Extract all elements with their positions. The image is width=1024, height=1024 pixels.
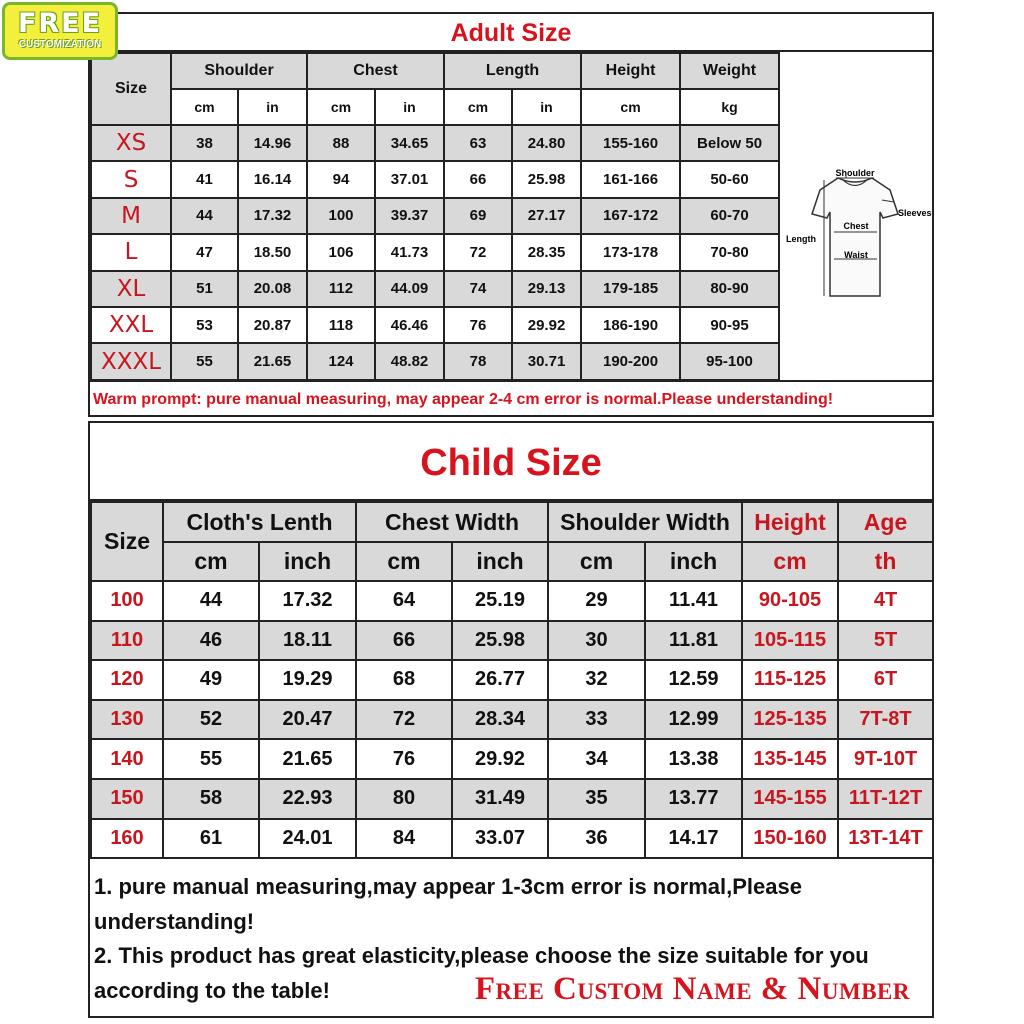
adult-cell: 60-70 (680, 198, 779, 234)
child-unit-row (91, 542, 933, 581)
adult-cell: 25.98 (512, 161, 581, 197)
adult-cell: 41 (171, 161, 238, 197)
free-custom-promo: Free Custom Name & Number (474, 971, 910, 1007)
child-header-row (91, 502, 933, 542)
child-row (91, 581, 933, 621)
adult-row (91, 343, 779, 379)
child-header-chest: Chest Width (356, 502, 548, 542)
adult-header-chest: Chest (307, 53, 444, 89)
adult-row (91, 198, 779, 234)
adult-cell: 190-200 (581, 343, 680, 379)
adult-cell: 95-100 (680, 343, 779, 379)
adult-header-shoulder: Shoulder (171, 53, 307, 89)
child-cell: 5T (838, 621, 933, 661)
child-cell: 28.34 (452, 700, 548, 740)
child-cell: 49 (163, 660, 259, 700)
child-cell: 34 (548, 739, 645, 779)
child-header-height: Height (742, 502, 838, 542)
adult-row (91, 307, 779, 343)
child-cell: 24.01 (259, 819, 356, 859)
child-cell: 145-155 (742, 779, 838, 819)
adult-cell: 28.35 (512, 234, 581, 270)
child-cell: 150-160 (742, 819, 838, 859)
child-cell: 29.92 (452, 739, 548, 779)
adult-cell: 173-178 (581, 234, 680, 270)
adult-cell: 24.80 (512, 125, 581, 161)
child-unit: inch (259, 542, 356, 581)
adult-cell: 38 (171, 125, 238, 161)
adult-cell: 47 (171, 234, 238, 270)
child-cell: 80 (356, 779, 452, 819)
adult-size-cell: XXL (91, 307, 171, 343)
child-cell: 68 (356, 660, 452, 700)
child-cell: 13T-14T (838, 819, 933, 859)
adult-header-weight: Weight (680, 53, 779, 89)
child-header-age: Age (838, 502, 933, 542)
child-cell: 58 (163, 779, 259, 819)
free-customization-badge (2, 2, 118, 60)
adult-size-chart (88, 12, 934, 417)
child-cell: 11T-12T (838, 779, 933, 819)
adult-unit: cm (171, 89, 238, 125)
adult-warm-prompt: Warm prompt: pure manual measuring, may appear 2-4 cm error is normal.Please understanding! (90, 380, 932, 415)
child-cell: 11.41 (645, 581, 742, 621)
adult-cell: 41.73 (375, 234, 444, 270)
adult-cell: 39.37 (375, 198, 444, 234)
adult-cell: 20.08 (238, 271, 307, 307)
child-cell: 84 (356, 819, 452, 859)
diagram-label-length: Length (786, 234, 816, 244)
child-size-cell: 100 (91, 581, 163, 621)
adult-unit: cm (581, 89, 680, 125)
child-cell: 30 (548, 621, 645, 661)
child-unit: inch (452, 542, 548, 581)
adult-cell: 48.82 (375, 343, 444, 379)
diagram-label-chest: Chest (843, 221, 869, 231)
child-size-cell: 120 (91, 660, 163, 700)
adult-cell: 50-60 (680, 161, 779, 197)
adult-size-table (90, 52, 780, 381)
child-cell: 26.77 (452, 660, 548, 700)
adult-header-height: Height (581, 53, 680, 89)
child-cell: 90-105 (742, 581, 838, 621)
child-unit: cm (548, 542, 645, 581)
child-size-cell: 110 (91, 621, 163, 661)
adult-row (91, 271, 779, 307)
adult-cell: 94 (307, 161, 375, 197)
child-cell: 135-145 (742, 739, 838, 779)
badge-big-text: FREE (17, 8, 103, 39)
adult-size-cell: XL (91, 271, 171, 307)
adult-cell: 18.50 (238, 234, 307, 270)
adult-cell: 124 (307, 343, 375, 379)
child-unit: inch (645, 542, 742, 581)
child-cell: 25.19 (452, 581, 548, 621)
adult-unit: kg (680, 89, 779, 125)
child-cell: 32 (548, 660, 645, 700)
adult-cell: 179-185 (581, 271, 680, 307)
child-size-cell: 130 (91, 700, 163, 740)
diagram-label-sleeves: Sleeves (898, 208, 932, 218)
adult-cell: 88 (307, 125, 375, 161)
adult-cell: 17.32 (238, 198, 307, 234)
adult-size-cell: M (91, 198, 171, 234)
adult-cell: 69 (444, 198, 512, 234)
adult-cell: 37.01 (375, 161, 444, 197)
child-size-title: Child Size (90, 423, 932, 501)
adult-cell: 70-80 (680, 234, 779, 270)
child-cell: 125-135 (742, 700, 838, 740)
adult-cell: 16.14 (238, 161, 307, 197)
child-row (91, 700, 933, 740)
child-cell: 13.38 (645, 739, 742, 779)
child-cell: 11.81 (645, 621, 742, 661)
adult-size-cell: L (91, 234, 171, 270)
adult-size-header: Size (91, 53, 171, 125)
child-cell: 46 (163, 621, 259, 661)
child-cell: 31.49 (452, 779, 548, 819)
child-cell: 33 (548, 700, 645, 740)
adult-cell: 14.96 (238, 125, 307, 161)
adult-cell: 27.17 (512, 198, 581, 234)
child-row (91, 739, 933, 779)
child-cell: 22.93 (259, 779, 356, 819)
adult-size-cell: S (91, 161, 171, 197)
child-header-shoulder: Shoulder Width (548, 502, 742, 542)
child-cell: 21.65 (259, 739, 356, 779)
adult-cell: 100 (307, 198, 375, 234)
child-row (91, 621, 933, 661)
child-cell: 76 (356, 739, 452, 779)
adult-cell: 29.13 (512, 271, 581, 307)
tshirt-outline-icon (780, 52, 932, 380)
child-size-header: Size (91, 502, 163, 581)
adult-unit: in (375, 89, 444, 125)
adult-size-cell: XS (91, 125, 171, 161)
child-cell: 19.29 (259, 660, 356, 700)
adult-row (91, 161, 779, 197)
child-cell: 20.47 (259, 700, 356, 740)
adult-cell: 112 (307, 271, 375, 307)
adult-cell: 29.92 (512, 307, 581, 343)
diagram-label-shoulder: Shoulder (835, 168, 875, 178)
child-cell: 4T (838, 581, 933, 621)
adult-cell: 161-166 (581, 161, 680, 197)
child-size-table (90, 501, 934, 859)
adult-cell: 155-160 (581, 125, 680, 161)
adult-cell: 80-90 (680, 271, 779, 307)
adult-cell: 72 (444, 234, 512, 270)
adult-cell: 44 (171, 198, 238, 234)
child-cell: 55 (163, 739, 259, 779)
child-cell: 72 (356, 700, 452, 740)
child-unit: th (838, 542, 933, 581)
child-cell: 29 (548, 581, 645, 621)
child-cell: 13.77 (645, 779, 742, 819)
tshirt-measure-diagram (778, 52, 932, 380)
adult-header-row (91, 53, 779, 89)
child-cell: 12.59 (645, 660, 742, 700)
adult-cell: 186-190 (581, 307, 680, 343)
child-cell: 18.11 (259, 621, 356, 661)
adult-cell: 74 (444, 271, 512, 307)
child-unit: cm (163, 542, 259, 581)
adult-cell: 106 (307, 234, 375, 270)
child-cell: 14.17 (645, 819, 742, 859)
adult-unit: in (238, 89, 307, 125)
adult-cell: 167-172 (581, 198, 680, 234)
adult-cell: 78 (444, 343, 512, 379)
adult-row (91, 234, 779, 270)
child-cell: 52 (163, 700, 259, 740)
child-cell: 12.99 (645, 700, 742, 740)
child-unit: cm (742, 542, 838, 581)
adult-cell: 44.09 (375, 271, 444, 307)
child-cell: 44 (163, 581, 259, 621)
adult-cell: 20.87 (238, 307, 307, 343)
child-cell: 9T-10T (838, 739, 933, 779)
adult-cell: 90-95 (680, 307, 779, 343)
diagram-label-waist: Waist (844, 250, 868, 260)
adult-cell: 34.65 (375, 125, 444, 161)
adult-cell: 53 (171, 307, 238, 343)
adult-unit: cm (307, 89, 375, 125)
child-cell: 36 (548, 819, 645, 859)
child-cell: 115-125 (742, 660, 838, 700)
adult-size-title: Adult Size (90, 14, 932, 52)
adult-cell: 46.46 (375, 307, 444, 343)
child-row (91, 779, 933, 819)
adult-cell: 21.65 (238, 343, 307, 379)
child-unit: cm (356, 542, 452, 581)
child-cell: 64 (356, 581, 452, 621)
badge-small-text: CUSTOMIZATION (18, 39, 102, 50)
child-cell: 17.32 (259, 581, 356, 621)
child-cell: 6T (838, 660, 933, 700)
adult-unit: in (512, 89, 581, 125)
child-cell: 25.98 (452, 621, 548, 661)
child-cell: 33.07 (452, 819, 548, 859)
adult-cell: 118 (307, 307, 375, 343)
adult-cell: 63 (444, 125, 512, 161)
adult-cell: Below 50 (680, 125, 779, 161)
child-header-length: Cloth's Lenth (163, 502, 356, 542)
child-size-cell: 140 (91, 739, 163, 779)
child-cell: 35 (548, 779, 645, 819)
adult-unit: cm (444, 89, 512, 125)
adult-cell: 30.71 (512, 343, 581, 379)
child-row (91, 819, 933, 859)
child-row (91, 660, 933, 700)
adult-unit-row (91, 89, 779, 125)
child-note-1: 1. pure manual measuring,may appear 1-3cm error is normal,Please understanding! (94, 874, 802, 934)
child-note-2: 2. This product has great elasticity,please choose the size suitable for you according to the table! (94, 943, 869, 1003)
adult-row (91, 125, 779, 161)
child-cell: 66 (356, 621, 452, 661)
child-size-cell: 160 (91, 819, 163, 859)
child-size-cell: 150 (91, 779, 163, 819)
adult-size-cell: XXXL (91, 343, 171, 379)
adult-cell: 51 (171, 271, 238, 307)
child-cell: 7T-8T (838, 700, 933, 740)
adult-cell: 76 (444, 307, 512, 343)
adult-cell: 55 (171, 343, 238, 379)
child-size-chart (88, 421, 934, 1018)
child-cell: 105-115 (742, 621, 838, 661)
adult-cell: 66 (444, 161, 512, 197)
child-cell: 61 (163, 819, 259, 859)
adult-header-length: Length (444, 53, 581, 89)
